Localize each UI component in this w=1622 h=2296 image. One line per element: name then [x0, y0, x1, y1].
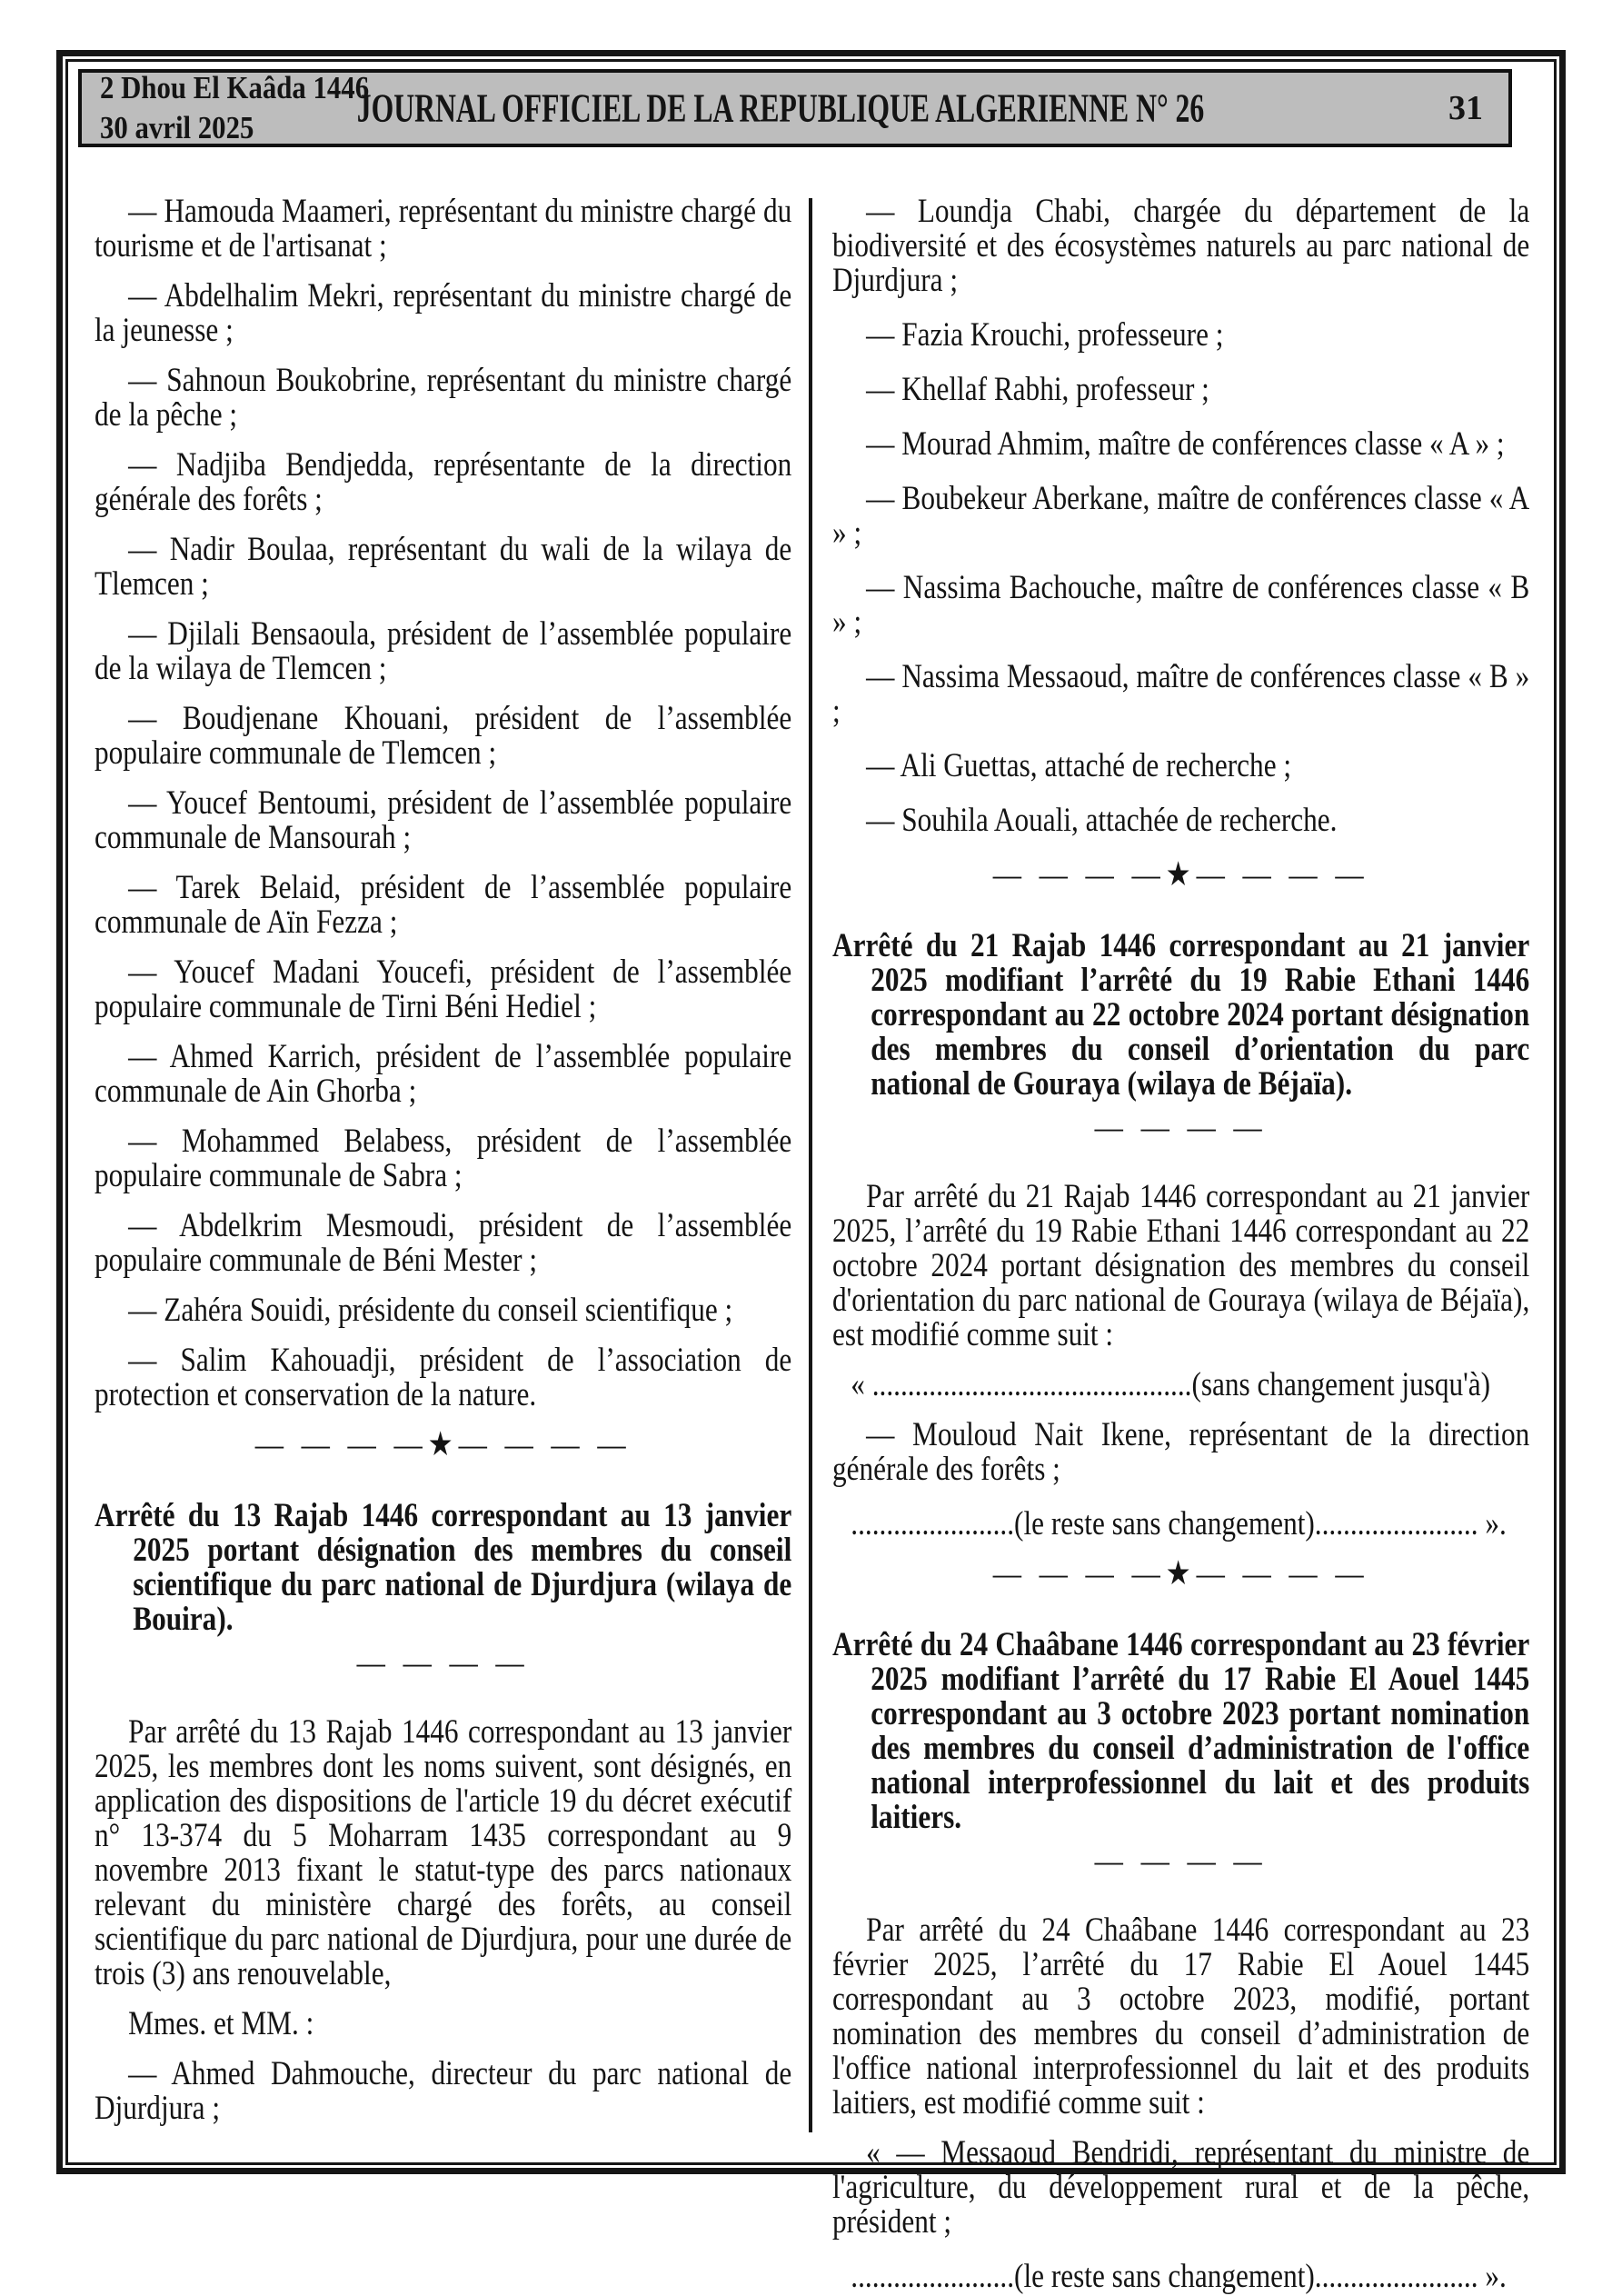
member-item: — Boudjenane Khouani, président de l’assemblée populaire communale de Tlemcen ;: [95, 700, 792, 772]
arrete-lait-heading: Arrêté du 24 Chaâbane 1446 correspondant au 23 février 2025 modifiant l’arrêté du 17 Rabie El Aouel 1445 correspondant au 3 octobre 2023 portant nomination des membres du conseil d’administration de l'office national interprofessionnel du lait et des produits laitiers.: [832, 1626, 1530, 1836]
arrete-djurdjura-paragraph: Par arrêté du 13 Rajab 1446 correspondant au 13 janvier 2025, les membres dont les noms suivent, sont désignés, en application des dispositions de l'article 19 du décret exécutif n° 13-374 du 5 Moharram 1435 correspondant au 9 novembre 2013 fixant le statut-type des parcs nationaux relevant du ministère chargé des forêts, au conseil scientifique du parc national de Djurdjura, pour une durée de trois (3) ans renouvelable,: [95, 1713, 792, 1992]
member-item: — Nadir Boulaa, représentant du wali de la wilaya de Tlemcen ;: [95, 531, 792, 603]
member-item: — Ahmed Karrich, président de l’assemblée populaire communale de Ain Ghorba ;: [95, 1038, 792, 1110]
section-separator-star: — — — —★— — — —: [254, 1426, 632, 1463]
heading-separator: — — — —: [1094, 1109, 1268, 1146]
member-item: — Nassima Bachouche, maître de conférences classe « B » ;: [832, 569, 1530, 641]
journal-title: JOURNAL OFFICIEL DE LA REPUBLIQUE ALGERIENNE N° 26: [357, 85, 1205, 131]
arrete-lait-paragraph: Par arrêté du 24 Chaâbane 1446 correspondant au 23 février 2025, l’arrêté du 17 Rabie El Aouel 1445 correspondant au 3 octobre 2023, modifié, portant nomination des membres du conseil d’administration de l'office national interprofessionnel du lait et des produits laitiers, est modifié comme suit :: [832, 1912, 1530, 2121]
list-intro: Mmes. et MM. :: [128, 2005, 314, 2042]
member-item: — Hamouda Maameri, représentant du ministre chargé du tourisme et de l'artisanat ;: [95, 193, 792, 265]
member-item: — Djilali Bensaoula, président de l’assemblée populaire de la wilaya de Tlemcen ;: [95, 615, 792, 687]
page-number: 31: [1448, 89, 1483, 127]
member-item: — Salim Kahouadji, président de l’association de protection et conservation de la nature.: [95, 1342, 792, 1413]
arrete-djurdjura-heading: Arrêté du 13 Rajab 1446 correspondant au 13 janvier 2025 portant désignation des membres du conseil scientifique du parc national de Djurdjura (wilaya de Bouira).: [95, 1497, 792, 1638]
member-item: — Sahnoun Boukobrine, représentant du ministre chargé de la pêche ;: [95, 362, 792, 434]
hijri-date: 2 Dhou El Kaâda 1446: [100, 70, 370, 105]
member-item: — Nadjiba Bendjedda, représentante de la direction générale des forêts ;: [95, 446, 792, 518]
member-item: — Nassima Messaoud, maître de conférences classe « B » ;: [832, 658, 1530, 730]
member-item: — Mourad Ahmim, maître de conférences classe « A » ;: [866, 425, 1505, 463]
section-separator-star: — — — —★— — — —: [992, 856, 1369, 893]
member-item: — Tarek Belaid, président de l’assemblée populaire communale de Aïn Fezza ;: [95, 869, 792, 941]
column-divider: [809, 198, 812, 2132]
left-column: [95, 195, 791, 2141]
heading-separator: — — — —: [356, 1644, 530, 1682]
quote-close-line: .......................(le reste sans changement)....................... ».: [851, 2258, 1507, 2295]
section-separator-star: — — — —★— — — —: [992, 1555, 1369, 1592]
gregorian-date: 30 avril 2025: [100, 110, 254, 145]
member-item: — Khellaf Rabhi, professeur ;: [866, 371, 1209, 408]
member-item: — Loundja Chabi, chargée du département de la biodiversité et des écosystèmes naturels au parc national de Djurdjura ;: [832, 193, 1530, 299]
heading-separator: — — — —: [1094, 1842, 1268, 1880]
header-band: [78, 69, 1512, 147]
member-item: — Ali Guettas, attaché de recherche ;: [866, 747, 1292, 784]
member-item: — Souhila Aouali, attachée de recherche.: [866, 802, 1338, 839]
member-item: — Fazia Krouchi, professeure ;: [866, 316, 1224, 354]
member-item: — Zahéra Souidi, présidente du conseil scientifique ;: [128, 1292, 733, 1329]
quote-open-line: « .............................................(sans changement jusqu'à): [851, 1366, 1491, 1403]
header-dates: [100, 68, 369, 148]
member-item: « — Messaoud Bendridi, représentant du ministre de l'agriculture, du développement rural et de la pêche, président ;: [832, 2134, 1530, 2241]
member-item: — Abdelhalim Mekri, représentant du ministre chargé de la jeunesse ;: [95, 277, 792, 349]
right-column: [832, 195, 1529, 2296]
member-item: — Youcef Bentoumi, président de l’assemblée populaire communale de Mansourah ;: [95, 784, 792, 856]
member-item: — Youcef Madani Youcefi, président de l’assemblée populaire communale de Tirni Béni Hediel ;: [95, 953, 792, 1025]
member-item: — Mohammed Belabess, président de l’assemblée populaire communale de Sabra ;: [95, 1123, 792, 1194]
member-item: — Boubekeur Aberkane, maître de conférences classe « A » ;: [832, 480, 1530, 552]
member-item: — Ahmed Dahmouche, directeur du parc national de Djurdjura ;: [95, 2055, 792, 2127]
arrete-gouraya-heading: Arrêté du 21 Rajab 1446 correspondant au 21 janvier 2025 modifiant l’arrêté du 19 Rabie Ethani 1446 correspondant au 22 octobre 2024 portant désignation des membres du conseil d’orientation du parc national de Gouraya (wilaya de Béjaïa).: [832, 927, 1530, 1103]
member-item: — Mouloud Nait Ikene, représentant de la direction générale des forêts ;: [832, 1416, 1530, 1488]
member-item: — Abdelkrim Mesmoudi, président de l’assemblée populaire communale de Béni Mester ;: [95, 1207, 792, 1279]
arrete-gouraya-paragraph: Par arrêté du 21 Rajab 1446 correspondant au 21 janvier 2025, l’arrêté du 19 Rabie Ethani 1446 correspondant au 22 octobre 2024 portant désignation des membres du conseil d'orientation du parc national de Gouraya (wilaya de Béjaïa), est modifié comme suit :: [832, 1178, 1530, 1353]
quote-close-line: .......................(le reste sans changement)....................... ».: [851, 1505, 1507, 1542]
